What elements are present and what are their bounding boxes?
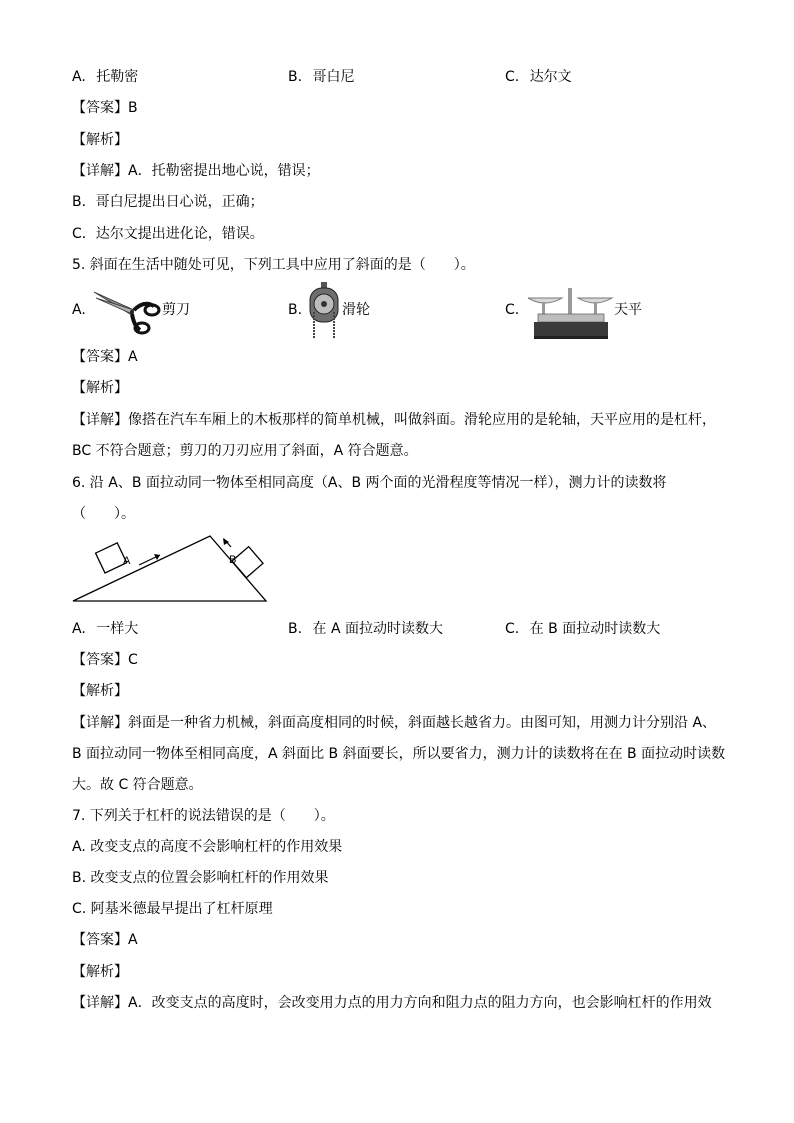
q4-option-a xyxy=(72,67,138,87)
q6-option-b xyxy=(288,619,443,639)
q7-option-b: B. 改变支点的位置会影响杠杆的作用效果 xyxy=(72,870,329,886)
figure-label-a: A xyxy=(123,555,131,567)
q6-detail-line: 大。故 C 符合题意。 xyxy=(72,777,203,793)
q4-analysis-heading: 【解析】 xyxy=(72,132,128,148)
q6-answer: 【答案】C xyxy=(72,652,138,668)
q6-analysis-heading: 【解析】 xyxy=(72,683,128,699)
q5-option-b-letter: B. xyxy=(288,302,303,318)
q5-option-c-letter: C. xyxy=(505,302,520,318)
option-text: 托勒密 xyxy=(96,69,139,85)
q7-option-c: C. 阿基米德最早提出了杠杆原理 xyxy=(72,901,273,917)
q6-detail-line: 【详解】斜面是一种省力机械，斜面高度相同的时候，斜面越长越省力。由图可知，用测力计分别沿 A、 xyxy=(72,715,717,731)
q6-option-c xyxy=(505,619,660,639)
q5-option-a-letter: A. xyxy=(72,302,86,318)
q6-stem: 6. 沿 A、B 面拉动同一物体至相同高度（A、B 两个面的光滑程度等情况一样），测力计的读数将 xyxy=(72,475,667,491)
q6-stem-continuation: （ ）。 xyxy=(72,506,135,522)
q4-detail-line: 【详解】A．托勒密提出地心说，错误； xyxy=(72,163,320,179)
option-text: 在 B 面拉动时读数大 xyxy=(529,621,661,637)
option-text: 哥白尼 xyxy=(312,69,355,85)
inclined-plane-figure xyxy=(72,532,272,604)
q6-option-a xyxy=(72,619,138,639)
q7-analysis-heading: 【解析】 xyxy=(72,964,128,980)
q5-detail-line: 【详解】像搭在汽车车厢上的木板那样的简单机械，叫做斜面。滑轮应用的是轮轴，天平应用的是杠杆， xyxy=(72,412,716,428)
q4-answer: 【答案】B xyxy=(72,100,138,116)
q4-detail-line: C．达尔文提出进化论，错误。 xyxy=(72,226,264,242)
q7-stem: 7. 下列关于杠杆的说法错误的是（ ）。 xyxy=(72,808,335,824)
pulley-icon xyxy=(306,282,342,338)
q5-answer: 【答案】A xyxy=(72,349,138,365)
q5-detail-line: BC 不符合题意；剪刀的刀刃应用了斜面，A 符合题意。 xyxy=(72,443,418,459)
option-text: 一样大 xyxy=(96,621,139,637)
q4-option-c xyxy=(505,67,572,87)
q5-stem: 5. 斜面在生活中随处可见，下列工具中应用了斜面的是（ ）。 xyxy=(72,257,475,273)
q4-detail-line: B．哥白尼提出日心说，正确； xyxy=(72,194,264,210)
q6-detail-line: B 面拉动同一物体至相同高度，A 斜面比 B 斜面要长，所以要省力，测力计的读数将在在 B 面拉动时读数 xyxy=(72,746,726,762)
q7-option-a: A. 改变支点的高度不会影响杠杆的作用效果 xyxy=(72,839,343,855)
option-letter: C. xyxy=(505,621,520,637)
option-letter: A. xyxy=(72,621,86,637)
option-letter: A. xyxy=(72,69,86,85)
q5-analysis-heading: 【解析】 xyxy=(72,380,128,396)
option-text: 达尔文 xyxy=(529,69,572,85)
option-text: 在 A 面拉动时读数大 xyxy=(312,621,443,637)
q7-answer: 【答案】A xyxy=(72,932,138,948)
q7-detail-line: 【详解】A．改变支点的高度时，会改变用力点的用力方向和阻力点的阻力方向，也会影响杠杆的作用效 xyxy=(72,995,712,1011)
q5-option-b-text: 滑轮 xyxy=(342,302,370,318)
option-letter: C. xyxy=(505,69,520,85)
option-letter: B. xyxy=(288,69,303,85)
figure-label-b: B xyxy=(229,554,237,566)
scissors-icon xyxy=(90,284,162,336)
balance-scale-icon xyxy=(528,284,614,340)
q5-option-c-text: 天平 xyxy=(614,302,642,318)
q4-option-b xyxy=(288,67,355,87)
q5-option-a-text: 剪刀 xyxy=(162,302,190,318)
option-letter: B. xyxy=(288,621,303,637)
